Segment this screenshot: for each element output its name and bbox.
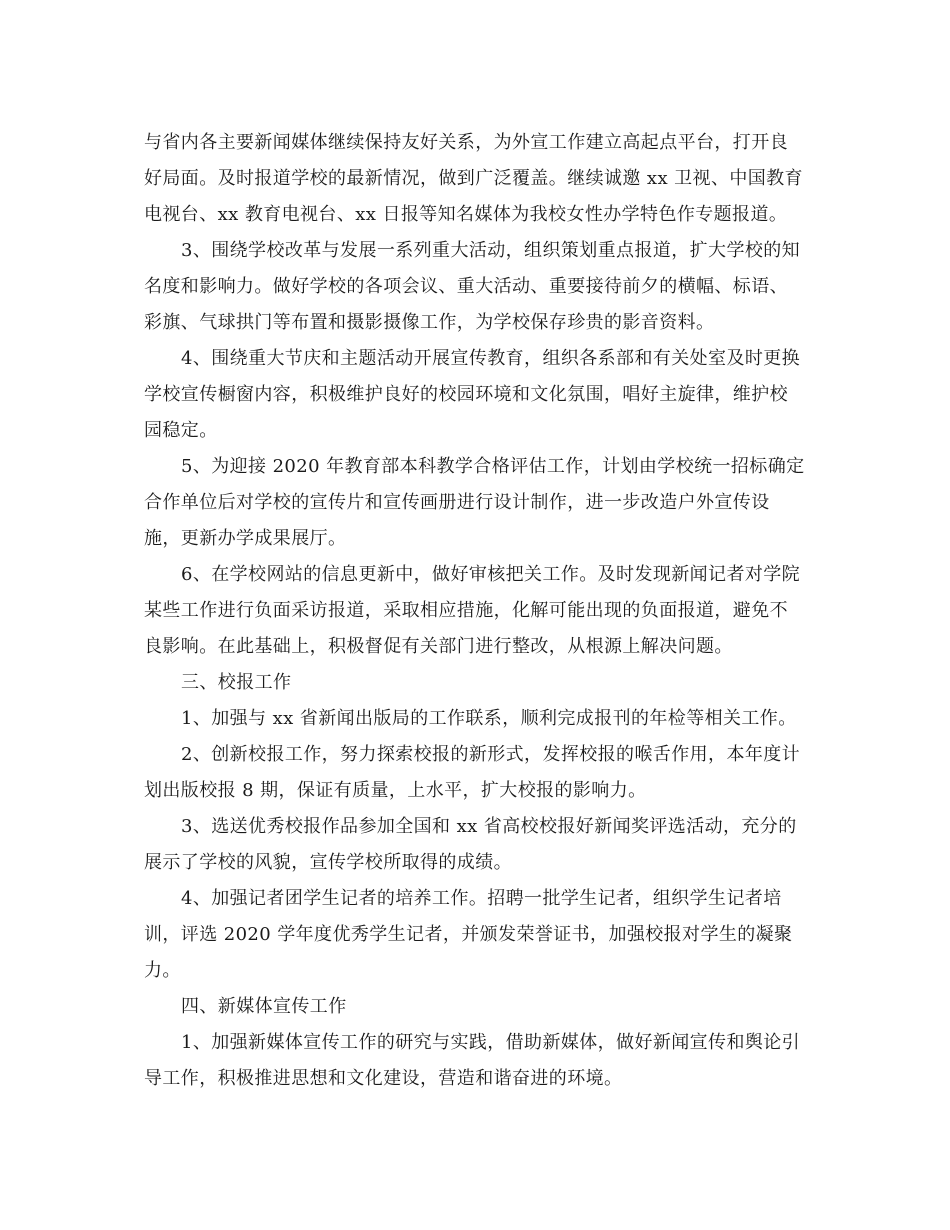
section-heading-text: 四、新媒体宣传工作 [181,996,347,1017]
text-line: 训，评选 2020 学年度优秀学生记者，并颁发荣誉证书，加强校报对学生的凝聚 [144,924,793,945]
text-line: 导工作，积极推进思想和文化建设，营造和谐奋进的环境。 [144,1068,623,1089]
paragraph-item [144,449,814,557]
text-line: 4、加强记者团学生记者的培养工作。招聘一批学生记者，组织学生记者培 [181,888,782,909]
text-line: 1、加强新媒体宣传工作的研究与实践，借助新媒体，做好新闻宣传和舆论引 [181,1032,801,1053]
paragraph-item [144,881,814,989]
text-line: 施，更新办学成果展厅。 [144,528,347,549]
paragraph-continuation [144,125,814,233]
text-line: 4、围绕重大节庆和主题活动开展宣传教育，组织各系部和有关处室及时更换 [181,348,801,369]
text-line: 某些工作进行负面采访报道，采取相应措施，化解可能出现的负面报道，避免不 [144,600,788,621]
text-line: 学校宣传橱窗内容，积极维护良好的校园环境和文化氛围，唱好主旋律，维护校 [144,384,788,405]
text-line: 力。 [144,960,181,981]
text-line: 园稳定。 [144,420,218,441]
text-line: 与省内各主要新闻媒体继续保持友好关系，为外宣工作建立高起点平台，打开良 [144,132,788,153]
section-heading [144,665,814,701]
paragraph-item [144,1025,814,1097]
text-line: 6、在学校网站的信息更新中，做好审核把关工作。及时发现新闻记者对学院 [181,564,801,585]
text-line: 好局面。及时报道学校的最新情况，做到广泛覆盖。继续诚邀 xx 卫视、中国教育 [144,168,803,189]
text-line: 展示了学校的风貌，宣传学校所取得的成绩。 [144,852,512,873]
text-line: 彩旗、气球拱门等布置和摄影摄像工作，为学校保存珍贵的影音资料。 [144,312,715,333]
section-heading [144,989,814,1025]
paragraph-item [144,341,814,449]
text-line: 5、为迎接 2020 年教育部本科教学合格评估工作，计划由学校统一招标确定 [181,456,805,477]
paragraph-item [144,809,814,881]
text-line: 划出版校报 8 期，保证有质量，上水平，扩大校报的影响力。 [144,780,647,801]
text-line: 1、加强与 xx 省新闻出版局的工作联系，顺利完成报刊的年检等相关工作。 [181,708,797,729]
text-line: 3、选送优秀校报作品参加全国和 xx 省高校校报好新闻奖评选活动，充分的 [181,816,797,837]
section-heading-text: 三、校报工作 [181,672,292,693]
document-body [144,125,814,1097]
text-line: 合作单位后对学校的宣传片和宣传画册进行设计制作，进一步改造户外宣传设 [144,492,770,513]
paragraph-item [144,233,814,341]
text-line: 3、围绕学校改革与发展一系列重大活动，组织策划重点报道，扩大学校的知 [181,240,801,261]
paragraph-item [144,737,814,809]
text-line: 良影响。在此基础上，积极督促有关部门进行整改，从根源上解决问题。 [144,636,733,657]
paragraph-item [144,701,814,737]
text-line: 2、创新校报工作，努力探索校报的新形式，发挥校报的喉舌作用，本年度计 [181,744,801,765]
text-line: 电视台、xx 教育电视台、xx 日报等知名媒体为我校女性办学特色作专题报道。 [144,204,788,225]
text-line: 名度和影响力。做好学校的各项会议、重大活动、重要接待前夕的横幅、标语、 [144,276,788,297]
paragraph-item [144,557,814,665]
